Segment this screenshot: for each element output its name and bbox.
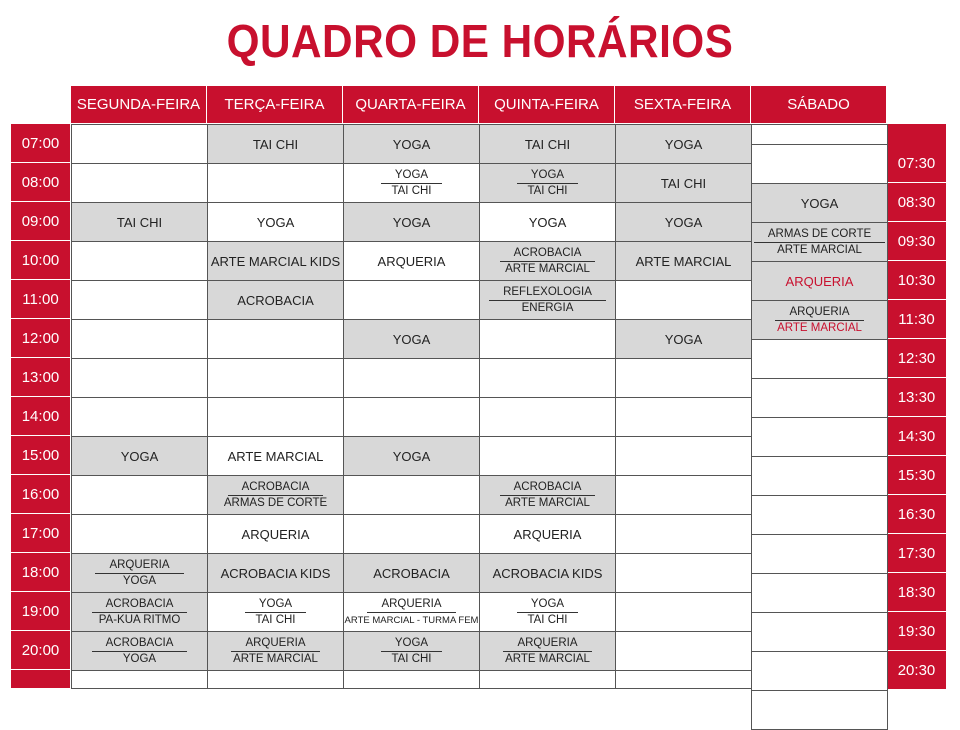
class-name: YOGA: [120, 448, 159, 464]
hour-label: 20:00: [11, 631, 70, 670]
day-header: QUARTA-FEIRA: [343, 86, 479, 123]
schedule-cell: [343, 553, 480, 593]
hour-label: 16:00: [11, 475, 70, 514]
page-title: QUADRO DE HORÁRIOS: [226, 15, 734, 67]
schedule-cell: [479, 436, 616, 476]
half-hour-label: 11:30: [887, 300, 946, 339]
schedule-cell: [207, 475, 344, 515]
half-hour-label: 09:30: [887, 222, 946, 261]
class-name: ARTE MARCIAL - TURMA FEM: [344, 614, 479, 626]
class-name: ARQUERIA: [503, 636, 591, 652]
schedule-cell: [207, 631, 344, 671]
saturday-cell: [751, 222, 888, 262]
class-name: ARQUERIA: [785, 273, 854, 289]
class-name: YOGA: [800, 195, 839, 211]
schedule-cell: [479, 202, 616, 242]
class-name: ARQUERIA: [241, 526, 310, 542]
saturday-cell: [751, 183, 888, 223]
saturday-cell: [751, 612, 888, 652]
schedule-cell: [207, 202, 344, 242]
class-name: ARMAS DE CORTE: [754, 227, 885, 243]
class-name: ENERGIA: [521, 301, 574, 314]
hour-label: 10:00: [11, 241, 70, 280]
hour-label: 13:00: [11, 358, 70, 397]
class-name: ACROBACIA: [500, 480, 596, 496]
schedule-cell: [615, 241, 752, 281]
hour-label: 12:00: [11, 319, 70, 358]
class-name: ACROBACIA KIDS: [492, 565, 603, 581]
hour-label: 17:00: [11, 514, 70, 553]
saturday-cell: [751, 378, 888, 418]
class-name: ARTE MARCIAL: [505, 652, 590, 665]
schedule-cell: [71, 280, 208, 320]
hour-label: 18:00: [11, 553, 70, 592]
day-header: TERÇA-FEIRA: [207, 86, 343, 123]
schedule-cell: [479, 631, 616, 671]
schedule-cell: [479, 358, 616, 398]
schedule-cell: [207, 319, 344, 359]
class-name: YOGA: [528, 214, 567, 230]
class-name: ARTE MARCIAL: [777, 243, 862, 256]
saturday-cell: [751, 690, 888, 730]
hour-label: 08:00: [11, 163, 70, 202]
class-name: TAI CHI: [252, 136, 299, 152]
class-name: PA-KUA RITMO: [98, 613, 181, 626]
schedule-cell: [479, 553, 616, 593]
schedule-cell: [207, 592, 344, 632]
saturday-cell: [751, 144, 888, 184]
schedule-cell: [615, 280, 752, 320]
class-name: YOGA: [122, 652, 157, 665]
half-hour-label: 08:30: [887, 183, 946, 222]
schedule-cell: [615, 514, 752, 554]
class-name: ARQUERIA: [775, 305, 863, 321]
schedule-cell: [343, 163, 480, 203]
half-column-header: [887, 124, 946, 144]
class-name: ARTE MARCIAL: [505, 262, 590, 275]
class-name: ACROBACIA: [500, 246, 596, 262]
schedule-cell: [479, 163, 616, 203]
saturday-cell: [751, 339, 888, 379]
class-name: ARMAS DE CORTE: [223, 496, 328, 509]
schedule-cell: [343, 202, 480, 242]
half-hour-label: 10:30: [887, 261, 946, 300]
saturday-cell: [751, 534, 888, 574]
schedule-cell: [71, 553, 208, 593]
schedule-cell: [71, 202, 208, 242]
schedule-cell: [343, 241, 480, 281]
saturday-cell: [751, 300, 888, 340]
day-header: SÁBADO: [751, 86, 887, 123]
schedule-cell: [207, 670, 344, 689]
class-name: YOGA: [392, 214, 431, 230]
half-hour-label: 19:30: [887, 612, 946, 651]
schedule-cell: [71, 436, 208, 476]
class-name: ARQUERIA: [95, 558, 183, 574]
schedule-cell: [343, 397, 480, 437]
class-name: ARQUERIA: [367, 597, 455, 613]
schedule-cell: [615, 670, 752, 689]
schedule-cell: [207, 358, 344, 398]
schedule-cell: [343, 124, 480, 164]
class-name: ARTE MARCIAL KIDS: [210, 253, 341, 269]
hour-column-footer: [11, 670, 70, 688]
class-name: ARTE MARCIAL: [635, 253, 732, 269]
class-name: YOGA: [664, 331, 703, 347]
schedule-cell: [615, 436, 752, 476]
schedule-cell: [207, 397, 344, 437]
class-name: TAI CHI: [524, 136, 571, 152]
schedule-cell: [343, 631, 480, 671]
half-hour-label: 18:30: [887, 573, 946, 612]
schedule-cell: [71, 631, 208, 671]
schedule-cell: [71, 592, 208, 632]
half-hour-label: 17:30: [887, 534, 946, 573]
schedule-cell: [615, 202, 752, 242]
schedule-cell: [615, 163, 752, 203]
half-hour-label: 13:30: [887, 378, 946, 417]
saturday-cell: [751, 124, 888, 145]
class-name: ARTE MARCIAL: [233, 652, 318, 665]
schedule-cell: [479, 514, 616, 554]
schedule-cell: [71, 163, 208, 203]
class-name: ACROBACIA: [92, 597, 188, 613]
class-name: TAI CHI: [391, 652, 432, 665]
schedule-cell: [479, 397, 616, 437]
schedule-cell: [207, 163, 344, 203]
day-header: SEGUNDA-FEIRA: [71, 86, 207, 123]
class-name: YOGA: [381, 636, 442, 652]
schedule-cell: [479, 124, 616, 164]
saturday-cell: [751, 573, 888, 613]
schedule-cell: [343, 436, 480, 476]
schedule-cell: [479, 475, 616, 515]
class-name: YOGA: [392, 136, 431, 152]
hour-label: 11:00: [11, 280, 70, 319]
schedule-cell: [71, 397, 208, 437]
saturday-cell: [751, 261, 888, 301]
hour-label: 15:00: [11, 436, 70, 475]
class-name: YOGA: [664, 136, 703, 152]
schedule-cell: [71, 475, 208, 515]
class-name: YOGA: [664, 214, 703, 230]
schedule-cell: [71, 670, 208, 689]
day-header: SEXTA-FEIRA: [615, 86, 751, 123]
schedule-cell: [615, 592, 752, 632]
schedule-cell: [207, 553, 344, 593]
schedule-cell: [479, 241, 616, 281]
class-name: YOGA: [517, 597, 578, 613]
schedule-cell: [71, 124, 208, 164]
class-name: ARQUERIA: [377, 253, 446, 269]
schedule-cell: [615, 553, 752, 593]
schedule-cell: [71, 514, 208, 554]
class-name: ARTE MARCIAL: [777, 321, 862, 334]
class-name: TAI CHI: [255, 613, 296, 626]
class-name: ACROBACIA: [92, 636, 188, 652]
hour-label: 09:00: [11, 202, 70, 241]
class-name: TAI CHI: [660, 175, 707, 191]
class-name: ACROBACIA: [373, 565, 450, 581]
class-name: YOGA: [392, 448, 431, 464]
schedule-cell: [615, 124, 752, 164]
class-name: ACROBACIA: [228, 480, 324, 496]
class-name: REFLEXOLOGIA: [489, 285, 606, 301]
saturday-cell: [751, 495, 888, 535]
class-name: ARQUERIA: [513, 526, 582, 542]
schedule-cell: [343, 319, 480, 359]
half-hour-label: 07:30: [887, 144, 946, 183]
class-name: YOGA: [122, 574, 157, 587]
schedule-cell: [343, 592, 480, 632]
class-name: ARQUERIA: [231, 636, 319, 652]
schedule-cell: [207, 124, 344, 164]
class-name: ACROBACIA KIDS: [220, 565, 331, 581]
schedule-cell: [207, 280, 344, 320]
half-hour-label: 15:30: [887, 456, 946, 495]
half-hour-label: 20:30: [887, 651, 946, 690]
half-hour-label: 16:30: [887, 495, 946, 534]
schedule-cell: [479, 319, 616, 359]
hour-label: 07:00: [11, 124, 70, 163]
class-name: YOGA: [256, 214, 295, 230]
schedule-cell: [615, 397, 752, 437]
saturday-cell: [751, 651, 888, 691]
schedule-cell: [615, 631, 752, 671]
class-name: ARTE MARCIAL: [227, 448, 324, 464]
class-name: ARTE MARCIAL: [505, 496, 590, 509]
half-hour-label: 14:30: [887, 417, 946, 456]
schedule-cell: [207, 514, 344, 554]
hour-label: 14:00: [11, 397, 70, 436]
class-name: YOGA: [392, 331, 431, 347]
class-name: TAI CHI: [527, 613, 568, 626]
class-name: TAI CHI: [527, 184, 568, 197]
schedule-cell: [343, 475, 480, 515]
schedule-cell: [207, 241, 344, 281]
day-header: QUINTA-FEIRA: [479, 86, 615, 123]
class-name: YOGA: [517, 168, 578, 184]
schedule-cell: [479, 280, 616, 320]
schedule-cell: [343, 670, 480, 689]
class-name: ACROBACIA: [237, 292, 314, 308]
schedule-cell: [343, 358, 480, 398]
schedule-cell: [615, 475, 752, 515]
class-name: TAI CHI: [116, 214, 163, 230]
schedule-cell: [615, 319, 752, 359]
saturday-cell: [751, 417, 888, 457]
half-hour-label: 12:30: [887, 339, 946, 378]
schedule-cell: [207, 436, 344, 476]
schedule-cell: [343, 514, 480, 554]
saturday-cell: [751, 456, 888, 496]
schedule-cell: [615, 358, 752, 398]
schedule-cell: [343, 280, 480, 320]
class-name: YOGA: [381, 168, 442, 184]
hour-label: 19:00: [11, 592, 70, 631]
schedule-cell: [71, 241, 208, 281]
class-name: TAI CHI: [391, 184, 432, 197]
schedule-cell: [71, 319, 208, 359]
class-name: YOGA: [245, 597, 306, 613]
schedule-cell: [479, 592, 616, 632]
schedule-cell: [479, 670, 616, 689]
schedule-cell: [71, 358, 208, 398]
